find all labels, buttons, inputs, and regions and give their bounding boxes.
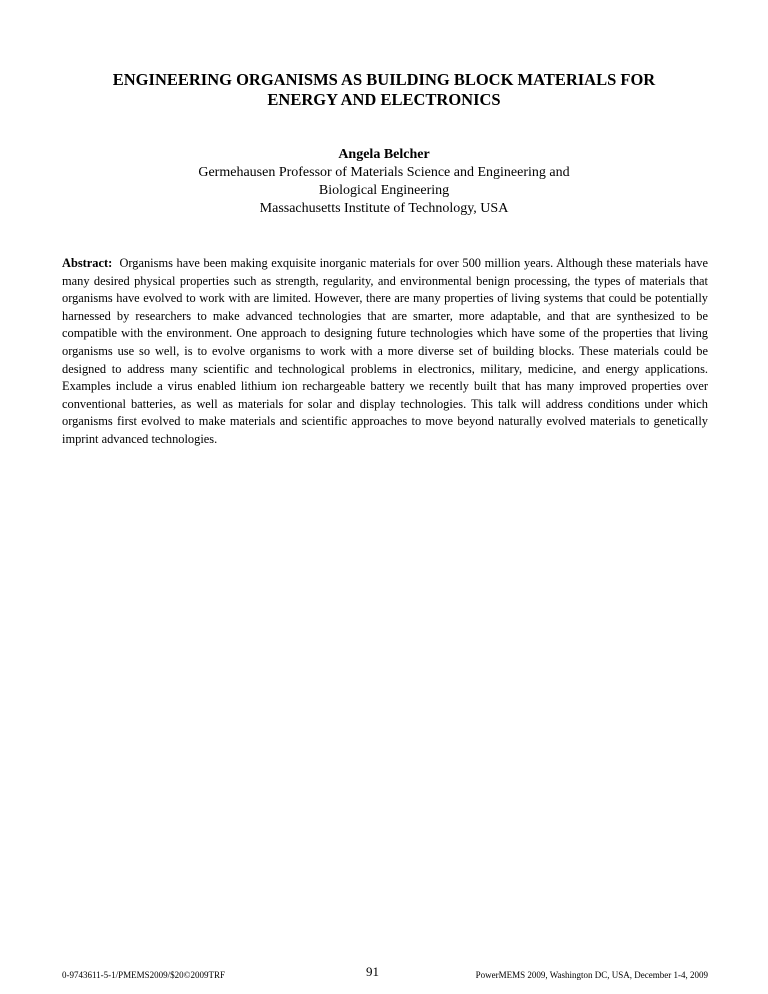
title-line-1: ENGINEERING ORGANISMS AS BUILDING BLOCK MATERIALS FOR (112, 70, 656, 89)
affiliation-line-1: Germehausen Professor of Materials Science and Engineering and (198, 165, 570, 180)
page-number: 91 (366, 964, 379, 979)
abstract (62, 255, 708, 449)
abstract-text: Organisms have been making exquisite inorganic materials for over 500 million years. Although these materials have many desired physical properties such as strength, regularity, and environmental benign processing, the types of materials that organisms have evolved to work with are limited. However, there are many properties of living systems that could be potentially harnessed by researchers to make advanced technologies that are smarter, more adaptable, and that are synthesized to be compatible with the environment. One approach to designing future technologies which have some of the properties that living organisms use so well, is to evolve organisms to work with a more diverse set of building blocks. These materials could be designed to address many scientific and technological problems in electronics, military, medicine, and energy applications. Examples include a virus enabled lithium ion rechargeable battery we recently built that has many improved properties over conventional batteries, as well as materials for solar and display technologies. This talk will address conditions under which organisms first evolved to make materials and scientific approaches to move beyond naturally evolved materials to genetically imprint advanced technologies. (62, 256, 708, 446)
abstract-label: Abstract: (62, 256, 113, 270)
author-name: Angela Belcher (338, 147, 430, 162)
author-block (60, 146, 708, 218)
footer-conference: PowerMEMS 2009, Washington DC, USA, December 1-4, 2009 (475, 970, 708, 980)
affiliation-line-3: Massachusetts Institute of Technology, USA (259, 201, 509, 216)
title-line-2: ENERGY AND ELECTRONICS (267, 90, 501, 109)
paper-title (60, 70, 708, 110)
affiliation-line-2: Biological Engineering (318, 183, 450, 198)
page-footer (62, 962, 708, 980)
footer-copyright: 0-9743611-5-1/PMEMS2009/$20©2009TRF (62, 970, 226, 980)
